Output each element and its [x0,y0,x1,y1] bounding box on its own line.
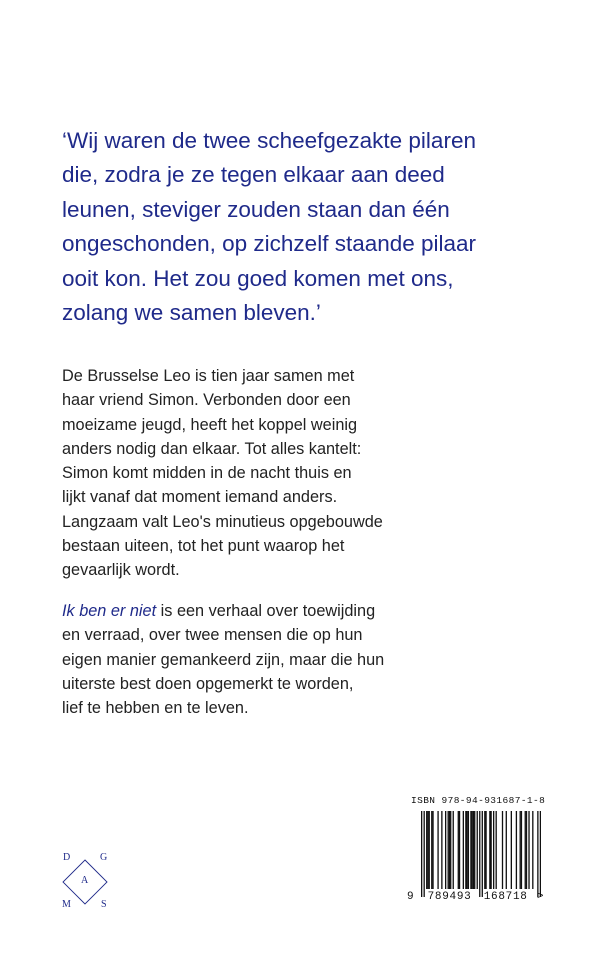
barcode-bar [450,811,451,889]
barcode-bar [421,811,422,897]
quote-line: ‘Wij waren de twee scheefgezakte pilaren [62,128,476,153]
barcode-bar [528,811,529,889]
barcode-left-group: 789493 [427,891,472,903]
blurb-line: uiterste best doen opgemerkt te worden, [62,674,354,693]
barcode-bar [426,811,427,889]
barcode-bar [458,811,459,889]
blurb-paragraph-1 [62,364,562,583]
quote-line: leunen, steviger zouden staan dan één [62,196,450,222]
quote-line: ongeschonden, op zichzelf staande pilaar [62,231,477,257]
blurb-line [62,599,562,623]
barcode-bar [441,811,442,889]
barcode-bar [449,811,450,889]
blurb-line: haar vriend Simon. Verbonden door een [62,391,351,410]
barcode-bar [532,811,533,889]
barcode-bar [490,811,491,889]
barcode-bar [537,811,538,897]
barcode-bar [506,811,507,889]
blurb-line: lief te hebben en te leven. [62,699,249,718]
barcode-bar [516,811,517,889]
logo-letter-s: S [101,899,107,910]
barcode-bar [485,811,486,889]
barcode-bar [463,811,464,889]
isbn-barcode [405,795,545,915]
quote-line: die, zodra je ze tegen elkaar aan deed [62,162,445,188]
barcode-first-digit: 9 [407,891,415,903]
quote-line: zolang we samen bleven.’ [62,300,321,326]
barcode-bar [445,811,446,889]
barcode-bar [520,811,521,889]
barcode-bars [421,811,541,897]
barcode-bar [431,811,432,889]
barcode-bar [525,811,526,889]
barcode-end-mark: > [536,891,545,903]
quote-line: ooit kon. Het zou goed komen met ons, [62,265,454,291]
barcode-bar [477,811,478,889]
blurb-line: lijkt vanaf dat moment iemand anders. [62,488,338,507]
barcode-bar [437,811,438,889]
blurb-line: en verraad, over twee mensen die op hun [62,626,363,645]
blurb-line: moeizame jeugd, heeft het koppel weinig [62,415,358,434]
barcode-bar [502,811,503,889]
barcode-bar [484,811,485,889]
barcode-bar [482,811,483,897]
barcode-bar [424,811,425,897]
barcode-bar [472,811,473,889]
blurb-line: Langzaam valt Leo's minutieus opgebouwde [62,512,383,531]
logo-letter-a: A [81,875,89,886]
barcode-bar [448,811,449,889]
barcode-bar [489,811,490,889]
blurb-line-rest: is een verhaal over toewijding [156,602,376,620]
barcode-bar [496,811,497,889]
blurb-line: Simon komt midden in de nacht thuis en [62,464,352,483]
barcode-right-group: 168718 [483,891,528,903]
barcode-bar [511,811,512,889]
barcode-bar [540,811,541,897]
barcode-bar [470,811,471,889]
publisher-logo [55,852,115,912]
logo-letter-m: M [62,899,71,910]
barcode-digits [407,891,544,903]
barcode-bar [432,811,433,889]
barcode-bar [526,811,527,889]
barcode-bar [466,811,467,889]
blurb-paragraph-2 [62,599,562,720]
barcode-bar [453,811,454,889]
logo-letter-g: G [100,852,108,863]
blurb-line: eigen manier gemankeerd zijn, maar die hun [62,650,385,669]
barcode-bar [473,811,474,889]
blurb-line: gevaarlijk wordt. [62,561,180,580]
barcode-bar [429,811,430,889]
blurb-line: bestaan uiteen, tot het punt waarop het [62,537,345,556]
barcode-bar [474,811,475,889]
barcode-bar [493,811,494,889]
barcode-bar [479,811,480,897]
barcode-bar [459,811,460,889]
barcode-bar [465,811,466,889]
barcode-bar [521,811,522,889]
book-title: Ik ben er niet [62,602,157,620]
logo-letter-d: D [63,852,71,863]
blurb-line: anders nodig dan elkaar. Tot alles kantelt: [62,439,362,458]
barcode-bar [468,811,469,889]
isbn-label: ISBN 978-94-931687-1-8 [411,795,546,806]
barcode-bar [427,811,428,889]
back-cover-quote [62,124,562,330]
blurb-line: De Brusselse Leo is tien jaar samen met [62,367,355,385]
